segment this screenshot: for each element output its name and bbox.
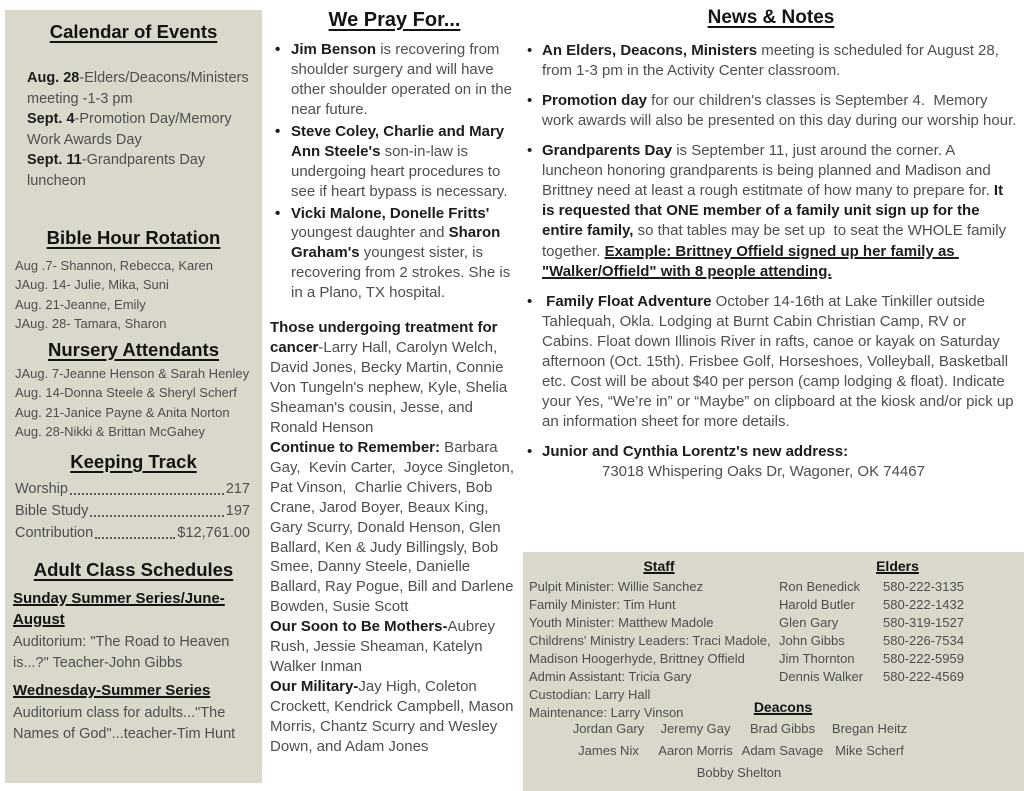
elders-heading: Elders [876,558,919,574]
elder-name: John Gibbs [779,633,845,648]
news-list [523,41,1019,483]
elder-row [779,632,1020,650]
news-item [523,141,1019,282]
deacons-row [565,720,913,742]
rotation-line: Aug .7- Shannon, Rebecca, Karen [15,257,214,273]
soon-to-be-mothers-paragraph: Our Soon to Be Mothers-Aubrey Rush, Jessie Sheaman, Katelyn Walker Inman [270,618,500,676]
elder-phone: 580-222-1432 [883,597,964,612]
deacons-row [565,742,913,764]
new-address-line: 73018 Whispering Oaks Dr, Wagoner, OK 74467 [602,463,925,481]
elder-row [779,668,1020,686]
deacons-row [565,764,913,786]
sunday-series-heading: Sunday Summer Series/June-August [13,589,225,629]
bullet-icon: • [527,292,533,310]
staff-line: Maintenance: Larry Vinson [529,705,684,720]
rotation-line: JAug. 28- Tamara, Sharon [15,316,167,332]
we-pray-for-column [270,8,519,757]
bullet-icon: • [527,41,533,59]
stat-row [15,522,250,544]
prayer-item [270,122,519,202]
we-pray-for-heading: We Pray For... [328,9,461,31]
stat-row [15,478,250,500]
nursery-line: JAug. 7-Jeanne Henson & Sarah Henley [15,365,250,381]
wednesday-series-body: Auditorium class for adults..."The Names of God"...teacher-Tim Hunt [13,704,236,742]
news-text: Grandparents Day is September 11, just around the corner. A luncheon honoring grandparents is being planned and Madison and Brittney need at least a rough estitmate of how many to prepare for. It is requested that ONE member of a family unit sign up for the entire family, so that tables may be set up to seat the WHOLE family together. Example: Brittney Offield signed up her family as "Walker/Offield" with 8 people attending. [542,142,1011,280]
bullet-icon: • [527,142,533,160]
sunday-series-body: Auditorium: "The Road to Heaven is...?" Teacher-John Gibbs [13,634,230,672]
news-and-notes-column [523,6,1019,483]
our-military-paragraph: Our Military-Jay High, Coleton Crockett, Kendrick Campbell, Mason Morris, Chantz Scurry and Wesley Down, and Adam Jones [270,678,518,755]
prayer-text: Vicki Malone, Donelle Fritts' youngest daughter and Sharon Graham's youngest sister, is recovering from 2 strokes. She is in a Plano, TX hospital. [291,204,515,302]
news-item [523,91,1019,131]
prayer-paragraphs [270,318,519,757]
elder-name: Glen Gary [779,615,839,630]
news-item [523,442,1019,482]
elder-name: Dennis Walker [779,669,864,684]
news-text: Junior and Cynthia Lorentz's new address: [542,443,849,461]
left-sidebar-panel [5,10,262,783]
keeping-track-heading: Keeping Track [70,450,197,472]
deacons-heading: Deacons [753,699,813,715]
prayer-text: Jim Benson is recovering from shoulder surgery and will have other shoulder operated on in the near future. [291,41,517,118]
calendar-events-list [11,68,256,191]
stat-label: Contribution [15,524,94,541]
calendar-of-events-heading: Calendar of Events [49,21,218,42]
elder-phone: 580-226-7534 [883,633,964,648]
stat-label: Bible Study [15,502,89,519]
elder-phone: 580-222-3135 [883,579,964,594]
staff-line: Youth Minister: Matthew Madole [529,615,714,630]
staff-line: Pulpit Minister: Willie Sanchez [529,579,704,594]
calendar-event: Aug. 28-Elders/Deacons/Ministers meeting -1-3 pm [27,70,249,107]
keeping-track-rows [11,478,256,544]
cancer-treatment-paragraph: Those undergoing treatment for cancer-Larry Hall, Carolyn Welch, David Jones, Becky Martin, Connie Von Tungeln's nephew, Kyle, Shelia Sheaman's cousin, Jesse, and Ronald Henson [270,319,512,436]
elders-column [775,557,1020,686]
news-text: Promotion day for our children's classes is September 4. Memory work awards will also be presented on this day during our worship hour. [542,91,1017,129]
nursery-attendants-list [11,364,256,442]
elder-name: Ron Benedick [779,579,860,594]
deacon-name: Brad Gibbs [749,721,816,736]
news-and-notes-heading: News & Notes [707,7,835,28]
stat-label: Worship [15,480,68,497]
news-text: Family Float Adventure October 14-16th at Lake Tinkiller outside Tahlequah, Okla. Lodging at Burnt Cabin Christian Camp, RV or Cabins. Float down Illinois River in rafts, canoe or kayak on Saturday afternoon (Oct. 15th). Frisbee Golf, Horseshoes, Volleyball, Basketball etc. Cost will be about $40 per person (camp lodging & float). Indicate your Yes, “We’re in” or “Maybe” on clipboard at the kiosk and/or pick up an information sheet for more details. [542,292,1018,431]
elder-name: Jim Thornton [779,651,855,666]
deacon-name: Mike Scherf [835,743,904,758]
deacon-name: Jordan Gary [572,721,645,736]
bullet-icon: • [275,204,281,222]
deacon-name: Bregan Heitz [831,721,908,736]
staff-heading: Staff [643,558,675,574]
prayer-item [270,40,519,120]
prayer-text: Steve Coley, Charlie and Mary Ann Steele's son-in-law is undergoing heart procedures to see if heart bypass is necessary. [291,122,508,200]
rotation-line: Aug. 21-Jeanne, Emily [15,296,146,312]
staff-line: Custodian: Larry Hall [529,687,651,702]
dotted-leader [95,537,175,539]
deacon-name: Adam Savage [741,743,824,758]
elder-phone: 580-319-1527 [883,615,964,630]
news-item [523,292,1019,433]
elder-row [779,650,1020,668]
deacon-name: Jeremy Gay [660,721,731,736]
staff-line: Admin Assistant: Tricia Gary [529,669,692,684]
deacon-name: James Nix [578,743,639,758]
deacons-list [565,720,913,786]
elder-phone: 580-222-4569 [883,669,964,684]
staff-line: Madison Hoogerhyde, Brittney Offield [529,651,745,666]
dotted-leader [90,515,223,517]
elder-row [779,596,1020,614]
bible-hour-rotation-list [11,256,256,334]
staff-line: Childrens' Ministry Leaders: Traci Madole, [529,633,771,648]
staff-line: Family Minister: Tim Hunt [529,597,676,612]
bullet-icon: • [275,41,281,58]
staff-directory-panel [523,552,1024,791]
deacon-name: Aaron Morris [658,743,733,758]
elder-phone: 580-222-5959 [883,651,964,666]
elders-list [775,578,1020,686]
adult-class-schedules-heading: Adult Class Schedules [33,558,234,580]
wednesday-series-heading: Wednesday-Summer Series [13,682,211,700]
news-item [523,41,1019,81]
prayer-item [270,204,519,304]
stat-value: 197 [225,502,250,519]
stat-row [15,500,250,522]
bullet-icon: • [275,122,281,140]
bible-hour-rotation-heading: Bible Hour Rotation [46,226,221,248]
calendar-event: Sept. 4-Promotion Day/Memory Work Awards Day [27,111,232,148]
deacon-name: Bobby Shelton [696,765,782,780]
nursery-line: Aug. 28-Nikki & Brittan McGahey [15,424,206,440]
dotted-leader [70,493,224,495]
stat-value: $12,761.00 [177,524,250,541]
bullet-icon: • [527,91,533,109]
continue-to-remember-paragraph: Continue to Remember: Barbara Gay, Kevin Carter, Joyce Singleton, Pat Vinson, Charlie Chivers, Bob Crane, Jarod Boyer, Beaux King, Gary Scurry, Donald Henson, Glen Ballard, Ken & Judy Billingsly, Bob Smee, Danny Steele, Danielle Ballard, Ray Pogue, Bill and Darlene Bowden, Susie Scott [270,438,519,616]
nursery-attendants-heading: Nursery Attendants [48,338,219,360]
bullet-icon: • [527,443,533,461]
prayer-list [270,40,519,303]
calendar-event: Sept. 11-Grandparents Day luncheon [27,152,206,189]
rotation-line: JAug. 14- Julie, Mika, Suni [15,277,169,293]
news-text: An Elders, Deacons, Ministers meeting is scheduled for August 28, from 1-3 pm in the Activity Center classroom. [542,41,1004,79]
elder-row [779,614,1020,632]
elder-row [779,578,1020,596]
nursery-line: Aug. 14-Donna Steele & Sheryl Scherf [15,385,237,401]
elder-name: Harold Butler [779,597,855,612]
stat-value: 217 [225,480,250,497]
nursery-line: Aug. 21-Janice Payne & Anita Norton [15,404,230,420]
